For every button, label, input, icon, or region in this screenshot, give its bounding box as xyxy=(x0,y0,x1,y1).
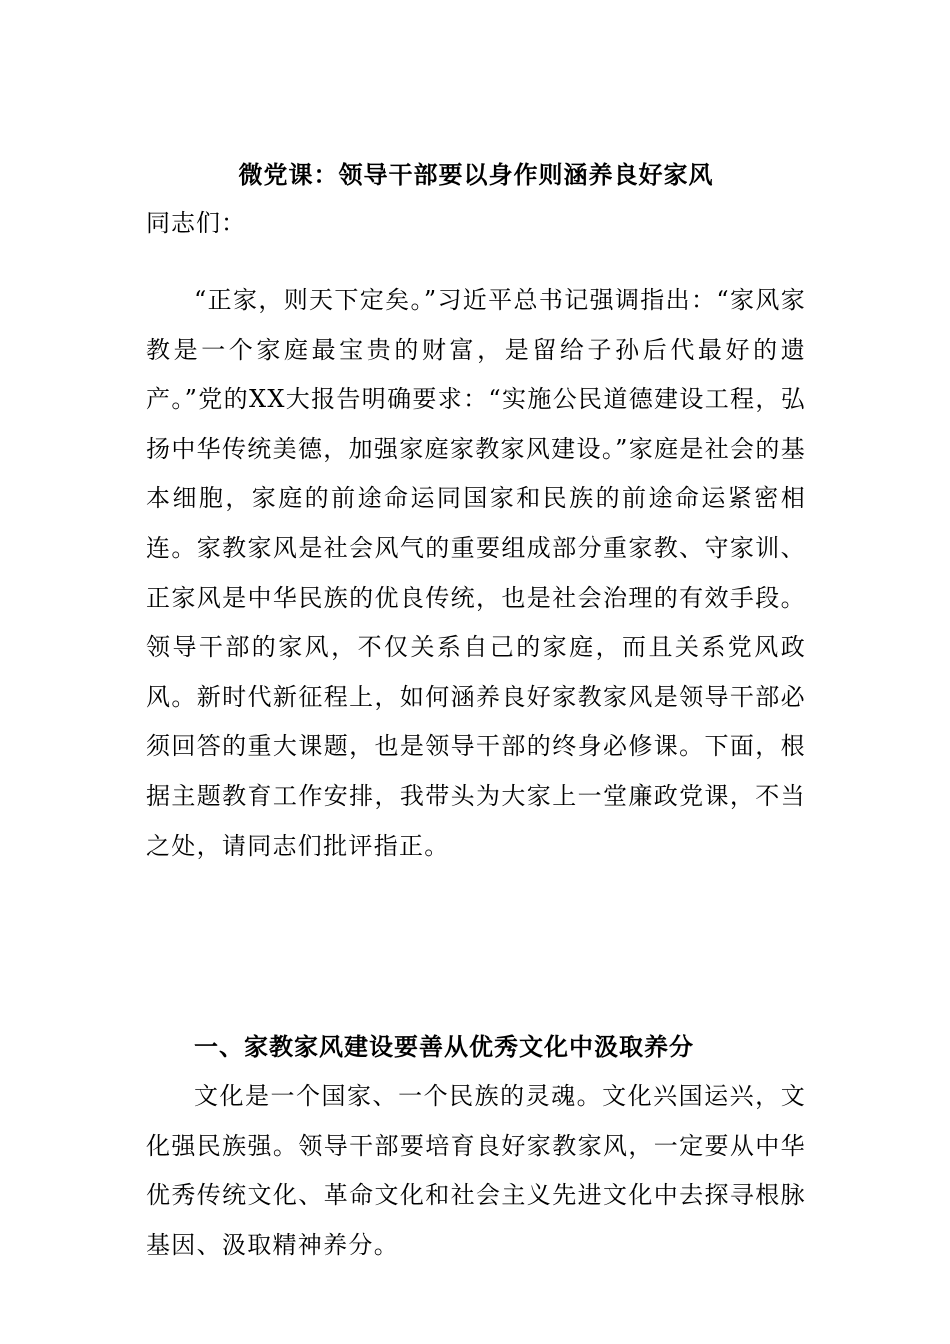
body-paragraph-intro: “正家，则天下定矣。”习近平总书记强调指出：“家风家教是一个家庭最宝贵的财富，是留给子孙后代最好的遗产。”党的XX大报告明确要求：“实施公民道德建设工程，弘扬中华传统美德，加强家庭家教家风建设。”家庭是社会的基本细胞，家庭的前途命运同国家和民族的前途命运紧密相连。家教家风是社会风气的重要组成部分重家教、守家训、正家风是中华民族的优良传统，也是社会治理的有效手段。领导干部的家风，不仅关系自己的家庭，而且关系党风政风。新时代新征程上，如何涵养良好家教家风是领导干部必须回答的重大课题，也是领导干部的终身必修课。下面，根据主题教育工作安排，我带头为大家上一堂廉政党课，不当之处，请同志们批评指正。 xyxy=(146,286,806,860)
document-title: 微党课：领导干部要以身作则涵养良好家风 xyxy=(238,161,714,189)
section-heading: 一、家教家风建设要善从优秀文化中汲取养分 xyxy=(194,1033,694,1061)
body-paragraph-culture: 文化是一个国家、一个民族的灵魂。文化兴国运兴，文化强民族强。领导干部要培育良好家教家风，一定要从中华优秀传统文化、革命文化和社会主义先进文化中去探寻根脉基因、汲取精神养分。 xyxy=(146,1082,806,1259)
salutation: 同志们： xyxy=(146,209,246,237)
